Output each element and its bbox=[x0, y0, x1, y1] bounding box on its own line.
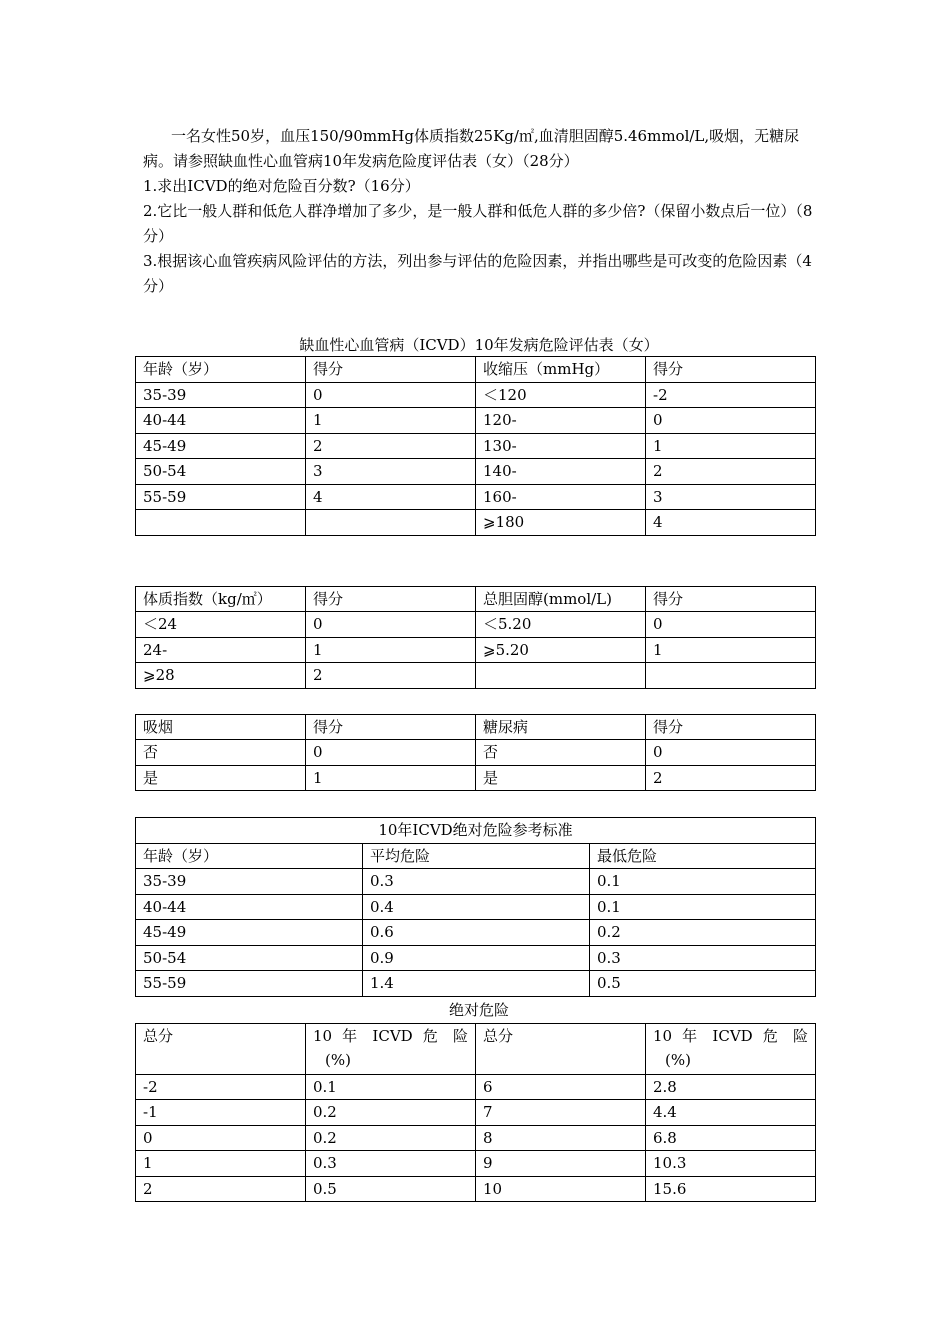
header-cell: 平均危险 bbox=[363, 843, 590, 869]
header-cell-unit: (%) bbox=[665, 1050, 691, 1069]
table-cell: 1 bbox=[306, 765, 476, 791]
table-cell: 0 bbox=[306, 612, 476, 638]
header-cell: 总胆固醇(mmol/L) bbox=[476, 586, 646, 612]
table-cell: ＜120 bbox=[476, 382, 646, 408]
question-3: 3.根据该心血管疾病风险评估的方法，列出参与评估的危险因素，并指出哪些是可改变的危险因素（4分） bbox=[143, 252, 812, 295]
table-cell: 否 bbox=[476, 740, 646, 766]
table-row bbox=[136, 612, 816, 638]
absolute-risk-table bbox=[135, 1023, 816, 1203]
table-row bbox=[136, 408, 816, 434]
table-header-row bbox=[136, 843, 816, 869]
table-cell: 130- bbox=[476, 433, 646, 459]
table-cell: 55-59 bbox=[136, 971, 363, 997]
header-cell: 得分 bbox=[646, 357, 816, 383]
age-bp-score-table bbox=[135, 356, 816, 536]
table-cell: 40-44 bbox=[136, 408, 306, 434]
table-cell: -2 bbox=[646, 382, 816, 408]
table-cell: 0 bbox=[306, 382, 476, 408]
table-cell: -2 bbox=[136, 1074, 306, 1100]
table-cell: 10 bbox=[476, 1176, 646, 1202]
document-body bbox=[143, 124, 815, 1202]
table-row bbox=[136, 1074, 816, 1100]
table-cell: ⩾5.20 bbox=[476, 637, 646, 663]
table-row bbox=[136, 433, 816, 459]
table-row bbox=[136, 945, 816, 971]
header-cell: 得分 bbox=[646, 714, 816, 740]
table-cell: 1.4 bbox=[363, 971, 590, 997]
question-intro: 一名女性50岁，血压150/90mmHg体质指数25Kg/㎡,血清胆固醇5.46mmol/L,吸烟，无糖尿病。请参照缺血性心血管病10年发病危险度评估表（女）（28分） bbox=[143, 127, 800, 170]
table-cell: 24- bbox=[136, 637, 306, 663]
table-cell: ⩾28 bbox=[136, 663, 306, 689]
table-cell: 10.3 bbox=[646, 1151, 816, 1177]
table-row bbox=[136, 894, 816, 920]
table-cell: 2 bbox=[306, 433, 476, 459]
header-cell: 得分 bbox=[646, 586, 816, 612]
table-header-row bbox=[136, 586, 816, 612]
table-header-row bbox=[136, 1023, 816, 1074]
table-cell: ＜24 bbox=[136, 612, 306, 638]
table-cell: 2 bbox=[306, 663, 476, 689]
table-cell: 3 bbox=[646, 484, 816, 510]
smoking-diabetes-score-table bbox=[135, 714, 816, 792]
table-cell bbox=[476, 663, 646, 689]
table-cell: 0.1 bbox=[306, 1074, 476, 1100]
reference-risk-table bbox=[135, 817, 816, 997]
table-cell: 否 bbox=[136, 740, 306, 766]
table-cell: 0.2 bbox=[306, 1125, 476, 1151]
table-cell: 0 bbox=[646, 740, 816, 766]
table-cell: 1 bbox=[136, 1151, 306, 1177]
header-cell: 年龄（岁） bbox=[136, 843, 363, 869]
table5-caption: 绝对危险 bbox=[448, 1000, 509, 1019]
table-cell: 2 bbox=[646, 765, 816, 791]
table-cell: 1 bbox=[646, 433, 816, 459]
table-cell: 140- bbox=[476, 459, 646, 485]
table-row bbox=[136, 1176, 816, 1202]
header-cell-line: 10 年 ICVD 危 险 bbox=[313, 1026, 468, 1045]
table-cell: 0.1 bbox=[590, 869, 816, 895]
header-cell: 最低危险 bbox=[590, 843, 816, 869]
table-cell: 0 bbox=[646, 408, 816, 434]
header-cell: 得分 bbox=[306, 714, 476, 740]
table-cell: ＜5.20 bbox=[476, 612, 646, 638]
table-row bbox=[136, 484, 816, 510]
table-row bbox=[136, 869, 816, 895]
header-cell-line: 10 年 ICVD 危 险 bbox=[653, 1026, 808, 1045]
table-cell: 15.6 bbox=[646, 1176, 816, 1202]
table-cell: 50-54 bbox=[136, 459, 306, 485]
table-cell: 0.3 bbox=[306, 1151, 476, 1177]
table-row bbox=[136, 510, 816, 536]
header-cell: 糖尿病 bbox=[476, 714, 646, 740]
table-cell: 0 bbox=[646, 612, 816, 638]
header-cell: 吸烟 bbox=[136, 714, 306, 740]
header-cell: 总分 bbox=[476, 1023, 646, 1074]
header-cell: 得分 bbox=[306, 586, 476, 612]
table-cell: 0.1 bbox=[590, 894, 816, 920]
table1-caption: 缺血性心血管病（ICVD）10年发病危险评估表（女） bbox=[299, 336, 659, 354]
table-cell: 4 bbox=[646, 510, 816, 536]
table-cell bbox=[136, 510, 306, 536]
table-cell: 6 bbox=[476, 1074, 646, 1100]
table-cell: 7 bbox=[476, 1100, 646, 1126]
table-cell: 1 bbox=[306, 637, 476, 663]
table-cell: 1 bbox=[306, 408, 476, 434]
header-cell: 得分 bbox=[306, 357, 476, 383]
table-cell: 9 bbox=[476, 1151, 646, 1177]
table-cell: 0.9 bbox=[363, 945, 590, 971]
table-cell: 2.8 bbox=[646, 1074, 816, 1100]
table-cell: 4.4 bbox=[646, 1100, 816, 1126]
table-cell: ⩾180 bbox=[476, 510, 646, 536]
table-cell: 是 bbox=[136, 765, 306, 791]
table-row bbox=[136, 1151, 816, 1177]
table-cell: 0 bbox=[306, 740, 476, 766]
table-cell: 45-49 bbox=[136, 433, 306, 459]
table-cell: 40-44 bbox=[136, 894, 363, 920]
table-cell bbox=[306, 510, 476, 536]
question-2: 2.它比一般人群和低危人群净增加了多少，是一般人群和低危人群的多少倍?（保留小数点后一位）（8分） bbox=[143, 202, 813, 245]
table-cell: 4 bbox=[306, 484, 476, 510]
table-row bbox=[136, 765, 816, 791]
table-cell: 2 bbox=[136, 1176, 306, 1202]
table-cell: 是 bbox=[476, 765, 646, 791]
table-header-row bbox=[136, 357, 816, 383]
table-cell: 35-39 bbox=[136, 869, 363, 895]
table-cell: 55-59 bbox=[136, 484, 306, 510]
table-row bbox=[136, 971, 816, 997]
table-row bbox=[136, 459, 816, 485]
table-cell: 0 bbox=[136, 1125, 306, 1151]
table-cell: -1 bbox=[136, 1100, 306, 1126]
table-cell bbox=[646, 663, 816, 689]
table-row bbox=[136, 663, 816, 689]
table-cell: 0.4 bbox=[363, 894, 590, 920]
table-cell: 2 bbox=[646, 459, 816, 485]
header-cell bbox=[646, 1023, 816, 1074]
table-cell: 50-54 bbox=[136, 945, 363, 971]
table-row bbox=[136, 637, 816, 663]
header-cell-unit: (%) bbox=[325, 1050, 351, 1069]
table-cell: 0.6 bbox=[363, 920, 590, 946]
header-cell: 体质指数（kg/㎡） bbox=[136, 586, 306, 612]
table-row bbox=[136, 920, 816, 946]
header-cell: 总分 bbox=[136, 1023, 306, 1074]
table-row bbox=[136, 1100, 816, 1126]
header-cell: 收缩压（mmHg） bbox=[476, 357, 646, 383]
table-cell: 0.2 bbox=[306, 1100, 476, 1126]
bmi-cholesterol-score-table bbox=[135, 586, 816, 689]
table-header-row bbox=[136, 714, 816, 740]
table-row bbox=[136, 1125, 816, 1151]
table-row bbox=[136, 382, 816, 408]
table-cell: 0.5 bbox=[306, 1176, 476, 1202]
question-block bbox=[143, 124, 815, 299]
table-cell: 35-39 bbox=[136, 382, 306, 408]
header-cell: 年龄（岁） bbox=[136, 357, 306, 383]
table-cell: 3 bbox=[306, 459, 476, 485]
table-row bbox=[136, 740, 816, 766]
table-cell: 8 bbox=[476, 1125, 646, 1151]
table-cell: 0.2 bbox=[590, 920, 816, 946]
table-cell: 45-49 bbox=[136, 920, 363, 946]
table4-caption: 10年ICVD绝对危险参考标准 bbox=[136, 818, 816, 844]
table-cell: 160- bbox=[476, 484, 646, 510]
table-cell: 6.8 bbox=[646, 1125, 816, 1151]
table-caption-row bbox=[136, 818, 816, 844]
table-cell: 120- bbox=[476, 408, 646, 434]
question-1: 1.求出ICVD的绝对危险百分数?（16分） bbox=[143, 177, 420, 195]
table-cell: 0.5 bbox=[590, 971, 816, 997]
table-cell: 0.3 bbox=[590, 945, 816, 971]
table-cell: 0.3 bbox=[363, 869, 590, 895]
table-cell: 1 bbox=[646, 637, 816, 663]
header-cell bbox=[306, 1023, 476, 1074]
